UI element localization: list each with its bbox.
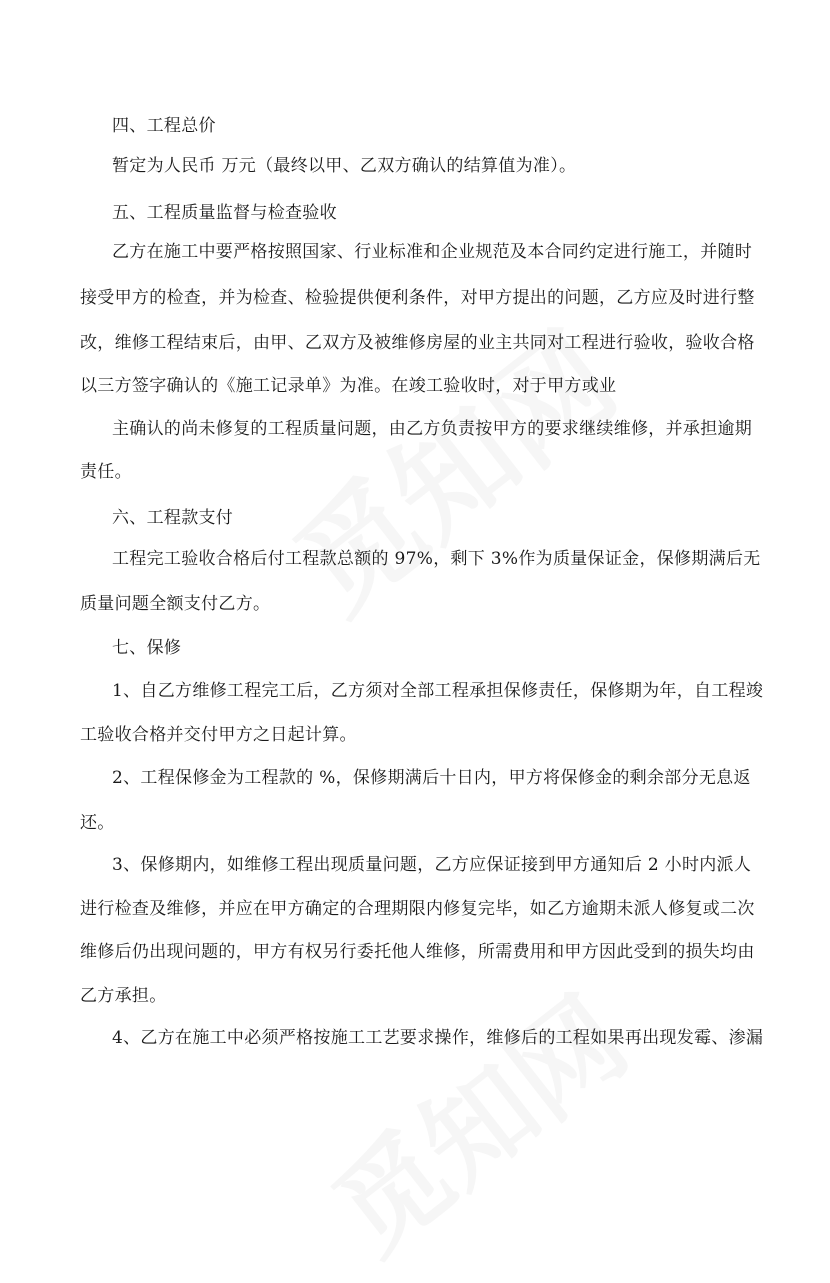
paragraph-line: 接受甲方的检查，并为检查、检验提供便利条件，对甲方提出的问题，乙方应及时进行整 [80,288,755,308]
section-heading-quality-inspection: 五、工程质量监督与检查验收 [112,203,337,223]
paragraph-line: 工程完工验收合格后付工程款总额的 97%，剩下 3%作为质量保证金，保修期满后无 [112,549,761,569]
paragraph-line: 维修后仍出现问题的，甲方有权另行委托他人维修，所需费用和甲方因此受到的损失均由 [80,942,755,962]
paragraph-line: 4、乙方在施工中必须严格按施工工艺要求操作，维修后的工程如果再出现发霉、渗漏 [112,1028,764,1048]
section-heading-payment: 六、工程款支付 [112,508,234,528]
paragraph-line: 改，维修工程结束后，由甲、乙双方及被维修房屋的业主共同对工程进行验收，验收合格 [80,333,755,353]
paragraph-line: 1、自乙方维修工程完工后，乙方须对全部工程承担保修责任，保修期为年，自工程竣 [112,681,764,701]
paragraph-line: 2、工程保修金为工程款的 %，保修期满后十日内，甲方将保修金的剩余部分无息返 [112,768,751,788]
paragraph-line: 进行检查及维修，并应在甲方确定的合理期限内修复完毕，如乙方逾期未派人修复或二次 [80,899,755,919]
paragraph-line: 质量问题全额支付乙方。 [80,594,271,614]
section-heading-warranty: 七、保修 [112,638,182,658]
watermark [296,955,653,1283]
paragraph-line: 乙方承担。 [80,986,167,1006]
paragraph-line: 乙方在施工中要严格按照国家、行业标准和企业规范及本合同约定进行施工，并随时 [112,242,753,262]
paragraph-line: 责任。 [80,462,132,482]
paragraph-line: 还。 [80,813,115,833]
paragraph-line: 暂定为人民币 万元（最终以甲、乙双方确认的结算值为准）。 [112,156,577,176]
paragraph-line: 以三方签字确认的《施工记录单》为准。在竣工验收时，对于甲方或业 [80,376,617,396]
paragraph-line: 工验收合格并交付甲方之日起计算。 [80,725,357,745]
paragraph-line: 3、保修期内，如维修工程出现质量问题，乙方应保证接到甲方通知后 2 小时内派人 [112,855,752,875]
section-heading-total-price: 四、工程总价 [112,116,216,136]
paragraph-line: 主确认的尚未修复的工程质量问题，由乙方负责按甲方的要求继续维修，并承担逾期 [112,419,753,439]
